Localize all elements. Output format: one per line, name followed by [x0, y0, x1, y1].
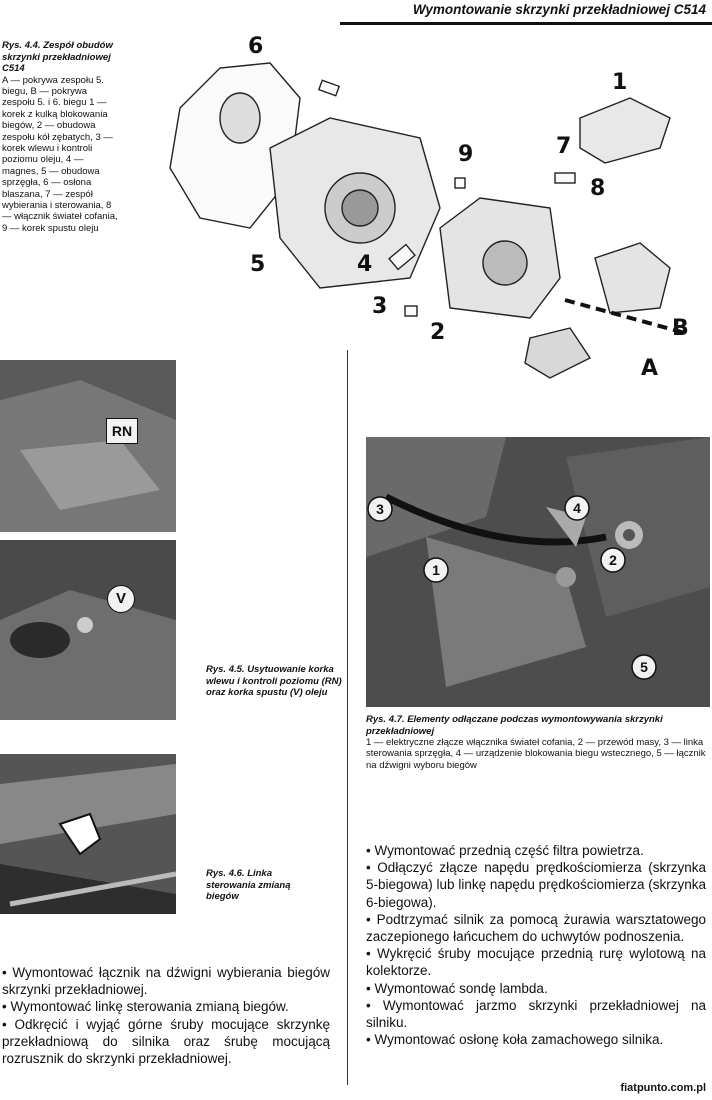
fig44-callout-5: 5 [250, 252, 266, 277]
fig44-callout-3: 3 [372, 294, 388, 319]
fig44-callout-9: 9 [458, 142, 474, 167]
fig44-callout-6: 6 [248, 34, 264, 59]
left-bullet-1: • Wymontować łącznik na dźwigni wybierania biegów skrzynki przekładniowej. [2, 965, 330, 998]
fig44-callout-7: 7 [556, 134, 572, 159]
fig47-caption: Rys. 4.7. Elementy odłączane podczas wymontowywania skrzynki przekładniowej [366, 714, 663, 737]
fig44-title: Rys. 4.4. Zespół obudów skrzynki przekładniowej C514 [2, 40, 113, 74]
fig44-callout-A: A [641, 356, 659, 381]
right-body-text [366, 842, 706, 1048]
left-body-text [2, 964, 330, 1067]
footer-site: fiatpunto.com.pl [620, 1082, 706, 1094]
fig44-legend: A — pokrywa zespołu 5. biegu, B — pokrywa zespołu 5. i 6. biegu 1 — korek z kulką blokowania biegów, 2 — obudowa zespołu kół zębatych, 3 — korek wlewu i kontroli poziomu oleju, 4 — magnes, 5 — obudowa sprzęgła, 6 — osłona blaszana, 7 — zespół wybierania i sterowania, 8 — włącznik świateł cofania, 9 — korek spustu oleju [2, 74, 118, 234]
fig45-label-v: V [107, 585, 135, 613]
fig44-caption [2, 40, 120, 234]
page-title: Wymontowanie skrzynki przekładniowej C514 [412, 2, 706, 17]
fig47-callout-3: 3 [376, 501, 384, 517]
right-bullet-3: • Podtrzymać silnik za pomocą żurawia warsztatowego zaczepionego łańcuchem do uchwytów podnoszenia. [366, 911, 706, 945]
fig44-callout-1: 1 [612, 70, 628, 95]
fig45-caption: Rys. 4.5. Usytuowanie korka wlewu i kontroli poziomu (RN) oraz korka spustu (V) oleju [206, 664, 342, 698]
fig44-callout-8: 8 [590, 176, 606, 201]
right-bullet-2: • Odłączyć złącze napędu prędkościomierza (skrzynka 5-biegowa) lub linkę napędu prędkościomierza (skrzynka 6-biegowa). [366, 860, 706, 910]
right-bullet-1: • Wymontować przednią część filtra powietrza. [366, 843, 644, 858]
fig47-callouts [366, 437, 710, 707]
right-bullet-6: • Wymontować jarzmo skrzynki przekładniowej na silniku. [366, 997, 706, 1031]
fig47-callout-1: 1 [432, 562, 440, 578]
right-bullet-4: • Wykręcić śruby mocujące przednią rurę wylotową na kolektorze. [366, 946, 706, 979]
fig47-caption-block [366, 714, 708, 771]
fig44-callout-4: 4 [357, 252, 373, 277]
right-bullet-7: • Wymontować osłonę koła zamachowego silnika. [366, 1032, 664, 1048]
right-bullet-5: • Wymontować sondę lambda. [366, 980, 548, 996]
left-bullet-2: • Wymontować linkę sterowania zmianą biegów. [2, 999, 289, 1015]
column-divider [347, 350, 348, 1085]
fig47-callout-2: 2 [609, 552, 617, 568]
fig45-label-rn: RN [106, 418, 138, 444]
fig44-callout-2: 2 [430, 320, 446, 345]
fig47-callout-4: 4 [573, 500, 581, 516]
fig47-callout-5: 5 [640, 659, 648, 675]
fig46-photo [0, 754, 176, 914]
page-header [340, 0, 712, 25]
fig44-callout-B: B [672, 316, 689, 341]
left-bullet-3: • Odkręcić i wyjąć górne śruby mocujące skrzynkę przekładniową do silnika oraz śrubę mocującą rozrusznik do skrzynki przekładniowej. [2, 1016, 330, 1067]
fig47-legend: 1 — elektryczne złącze włącznika świateł cofania, 2 — przewód masy, 3 — linka sterowania sprzęgła, 4 — urządzenie blokowania biegu wstecznego, 5 — łącznik na dźwigni wyboru biegów [366, 737, 706, 771]
fig46-caption: Rys. 4.6. Linka sterowania zmianą biegów [206, 868, 291, 902]
fig45-photo [0, 360, 176, 720]
